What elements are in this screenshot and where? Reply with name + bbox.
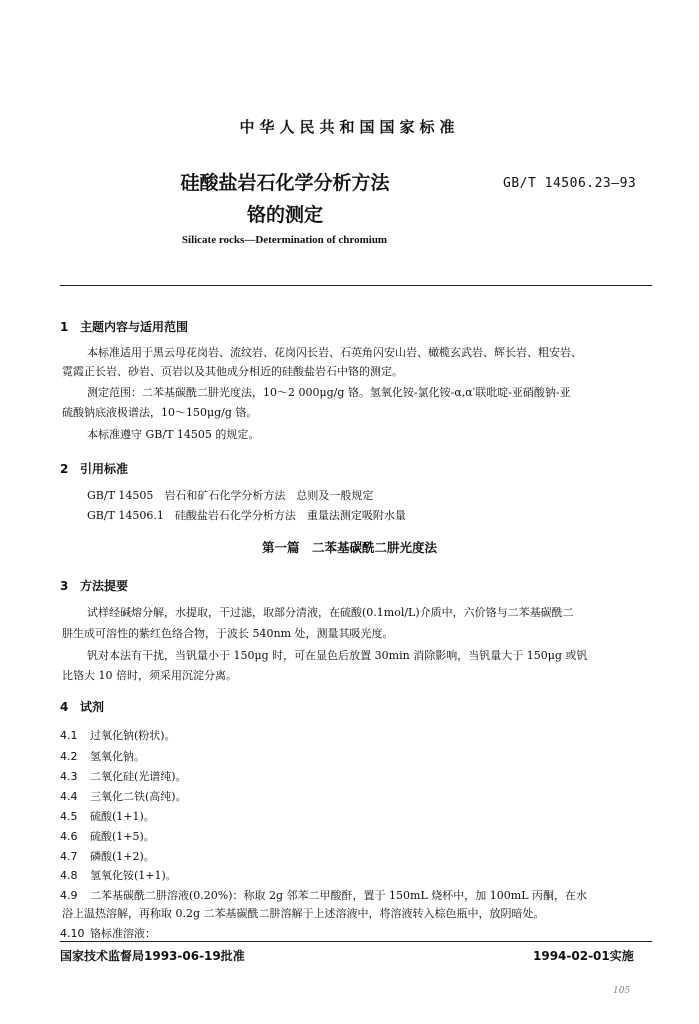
item-text: 三氧化二铁(高纯)。 xyxy=(90,790,187,803)
header-rule xyxy=(60,285,652,286)
part-heading: 第一篇 二苯基碳酰二肼光度法 xyxy=(261,540,437,555)
item-number: 4.8 xyxy=(60,869,78,882)
item-number: 4.1 xyxy=(60,729,78,742)
effective-date: 1994-02-01实施 xyxy=(533,949,634,963)
section-title: 引用标准 xyxy=(80,462,129,476)
reagent-item xyxy=(60,788,187,804)
item-text: 硫酸(1+5)。 xyxy=(90,830,155,843)
item-number: 4.2 xyxy=(60,750,78,763)
reagent-item xyxy=(60,748,145,764)
document-subtitle: 铬的测定 xyxy=(246,204,323,226)
paragraph: 测定范围：二苯基碳酰二肼光度法，10～2 000μg/g 铬。氢氧化铵-氯化铵-α,α′联吡啶-亚硝酸钠-亚 xyxy=(87,386,571,399)
paragraph: 霓霞正长岩、砂岩、页岩以及其他成分相近的硅酸盐岩石中铬的测定。 xyxy=(62,365,403,378)
section-title: 主题内容与适用范围 xyxy=(80,320,189,334)
section-number: 2 xyxy=(60,462,69,476)
section-1-heading xyxy=(60,318,188,335)
approval-date: 国家技术监督局1993-06-19批准 xyxy=(60,949,245,963)
item-text: 过氧化钠(粉状)。 xyxy=(90,729,176,742)
item-number: 4.3 xyxy=(60,770,78,783)
section-title: 方法提要 xyxy=(80,579,129,593)
item-number: 4.10 xyxy=(60,927,85,940)
section-title: 试剂 xyxy=(80,700,105,714)
item-text: 铬标准溶液： xyxy=(90,927,156,940)
paragraph: 本标准遵守 GB/T 14505 的规定。 xyxy=(87,428,260,441)
paragraph: 试样经碱熔分解，水提取，干过滤，取部分清液，在硫酸(0.1mol/L)介质中，六价铬与二苯基碳酰二 xyxy=(87,606,574,619)
paragraph: 比铬大 10 倍时，须采用沉淀分离。 xyxy=(62,669,237,682)
document-title: 硅酸盐岩石化学分析方法 xyxy=(180,172,390,194)
item-text: 氢氧化钠。 xyxy=(90,750,145,763)
footer-rule xyxy=(60,941,652,942)
reagent-item xyxy=(60,887,587,903)
paragraph: 钒对本法有干扰，当钒量小于 150μg 时，可在显色后放置 30min 消除影响，当钒量大于 150μg 或钒 xyxy=(87,649,588,662)
reference-item: GB/T 14505 岩石和矿石化学分析方法 总则及一般规定 xyxy=(87,489,374,502)
section-4-heading xyxy=(60,698,104,715)
paragraph: 肼生成可溶性的紫红色络合物，于波长 540nm 处，测量其吸光度。 xyxy=(62,627,394,640)
reagent-item xyxy=(60,727,176,743)
item-number: 4.4 xyxy=(60,790,78,803)
item-text: 硫酸(1+1)。 xyxy=(90,810,155,823)
item-number: 4.5 xyxy=(60,810,78,823)
page-number: 105 xyxy=(613,986,631,996)
section-3-heading xyxy=(60,577,128,594)
english-title: Silicate rocks—Determination of chromium xyxy=(181,234,388,246)
paragraph: 本标准适用于黑云母花岗岩、流纹岩、花岗闪长岩、石英角闪安山岩、橄榄玄武岩、辉长岩、粗安岩、 xyxy=(87,346,582,359)
item-number: 4.7 xyxy=(60,850,78,863)
reagent-item xyxy=(60,768,187,784)
section-number: 1 xyxy=(60,320,69,334)
section-number: 3 xyxy=(60,579,69,593)
item-text: 磷酸(1+2)。 xyxy=(90,850,155,863)
reagent-item xyxy=(60,808,155,824)
section-number: 4 xyxy=(60,700,69,714)
item-continuation: 浴上温热溶解，再称取 0.2g 二苯基碳酰二肼溶解于上述溶液中，将溶液转入棕色瓶中，放阴暗处。 xyxy=(62,907,545,920)
paragraph: 硫酸钠底液极谱法，10～150μg/g 铬。 xyxy=(62,406,258,419)
standard-number: GB/T 14506.23—93 xyxy=(503,176,637,191)
section-2-heading xyxy=(60,460,128,477)
issuing-organization: 中华人民共和国国家标准 xyxy=(239,118,460,136)
reagent-item xyxy=(60,848,155,864)
item-number: 4.9 xyxy=(60,889,78,902)
item-text: 二苯基碳酰二肼溶液(0.20%)：称取 2g 邻苯二甲酸酐，置于 150mL 烧杯中，加 100mL 丙酮，在水 xyxy=(90,889,588,902)
item-text: 二氧化硅(光谱纯)。 xyxy=(90,770,187,783)
reagent-item xyxy=(60,828,155,844)
item-number: 4.6 xyxy=(60,830,78,843)
reagent-item xyxy=(60,867,177,883)
reference-item: GB/T 14506.1 硅酸盐岩石化学分析方法 重量法测定吸附水量 xyxy=(87,509,406,522)
reagent-item xyxy=(60,925,156,941)
item-text: 氢氧化铵(1+1)。 xyxy=(90,869,177,882)
